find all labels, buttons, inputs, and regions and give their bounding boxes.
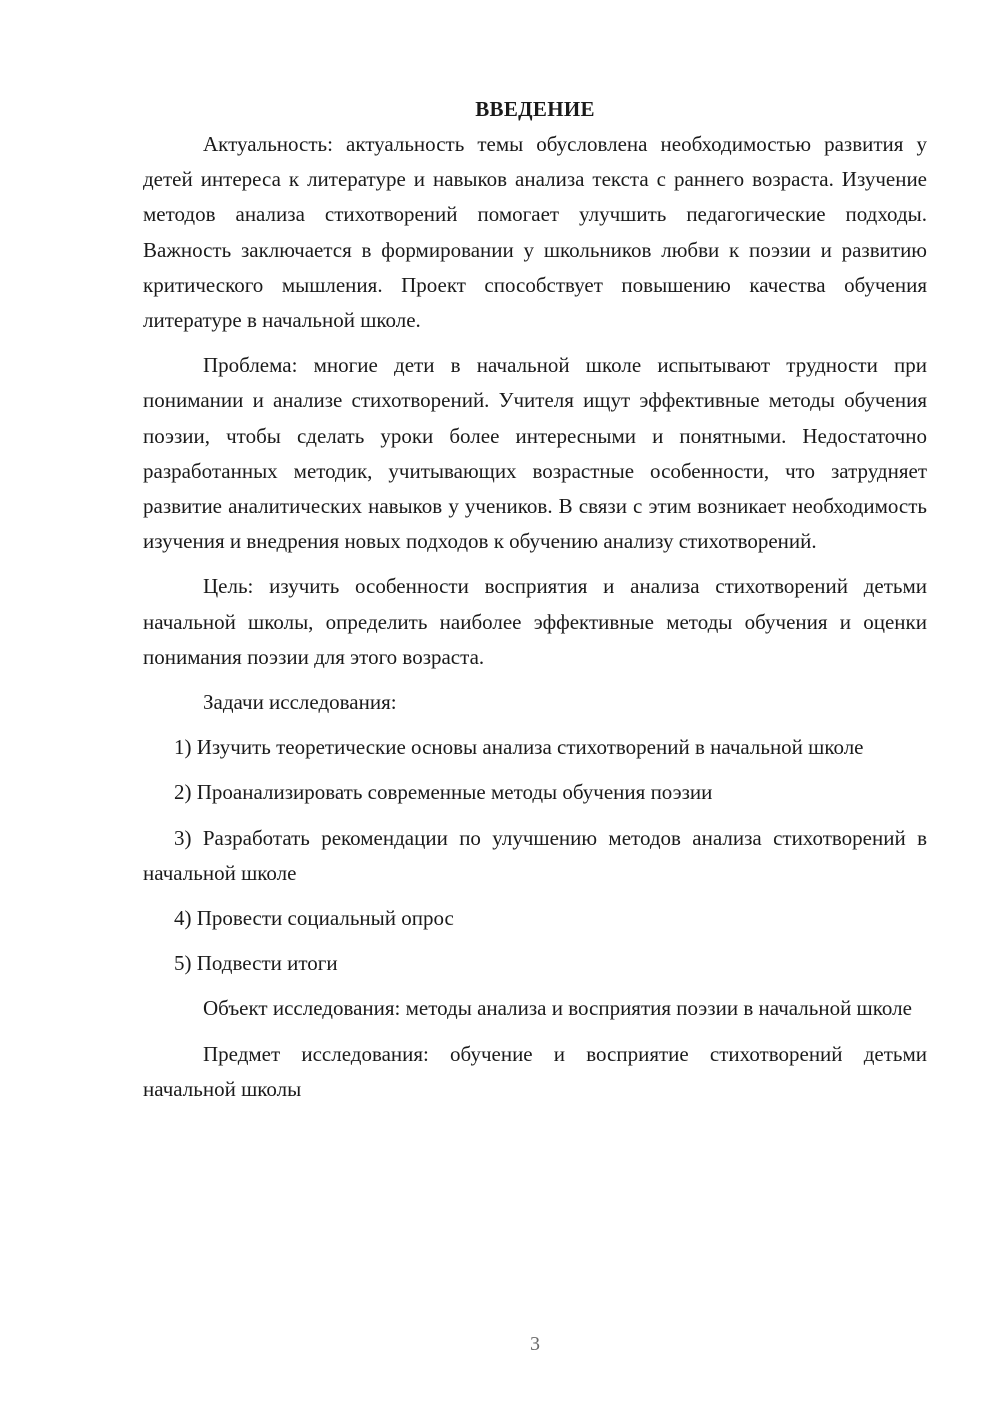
paragraph-relevance: Актуальность: актуальность темы обусловлена необходимостью развития у детей интереса к литературе и навыков анализа текста с раннего возраста. Изучение методов анализа стихотворений помогает улучшить педагогические подходы. Важность заключается в формировании у школьников любви к поэзии и развитию критического мышления. Проект способствует повышению качества обучения литературе в начальной школе. bbox=[143, 132, 927, 333]
task-item-5: 5) Подвести итоги bbox=[174, 951, 338, 976]
paragraph-problem: Проблема: многие дети в начальной школе испытывают трудности при понимании и анализе стихотворений. Учителя ищут эффективные методы обучения поэзии, чтобы сделать уроки более интересными и понятными. Недостаточно разработанных методик, учитывающих возрастные особенности, что затрудняет развитие аналитических навыков у учеников. В связи с этим возникает необходимость изучения и внедрения новых подходов к обучению анализу стихотворений. bbox=[143, 353, 927, 554]
task-item-1: 1) Изучить теоретические основы анализа стихотворений в начальной школе bbox=[174, 735, 864, 760]
paragraph-object: Объект исследования: методы анализа и восприятия поэзии в начальной школе bbox=[203, 996, 912, 1021]
page-number: 3 bbox=[530, 1333, 540, 1355]
page-content bbox=[143, 92, 927, 1107]
task-item-4: 4) Провести социальный опрос bbox=[174, 906, 454, 931]
tasks-heading: Задачи исследования: bbox=[203, 690, 397, 715]
task-item-2: 2) Проанализировать современные методы обучения поэзии bbox=[174, 780, 713, 805]
task-item-3: 3) Разработать рекомендации по улучшению методов анализа стихотворений в начальной школе bbox=[143, 825, 927, 885]
paragraph-goal: Цель: изучить особенности восприятия и анализа стихотворений детьми начальной школы, определить наиболее эффективные методы обучения и оценки понимания поэзии для этого возраста. bbox=[143, 574, 927, 669]
section-title: ВВЕДЕНИЕ bbox=[475, 97, 595, 121]
paragraph-subject: Предмет исследования: обучение и восприятие стихотворений детьми начальной школы bbox=[143, 1041, 927, 1101]
